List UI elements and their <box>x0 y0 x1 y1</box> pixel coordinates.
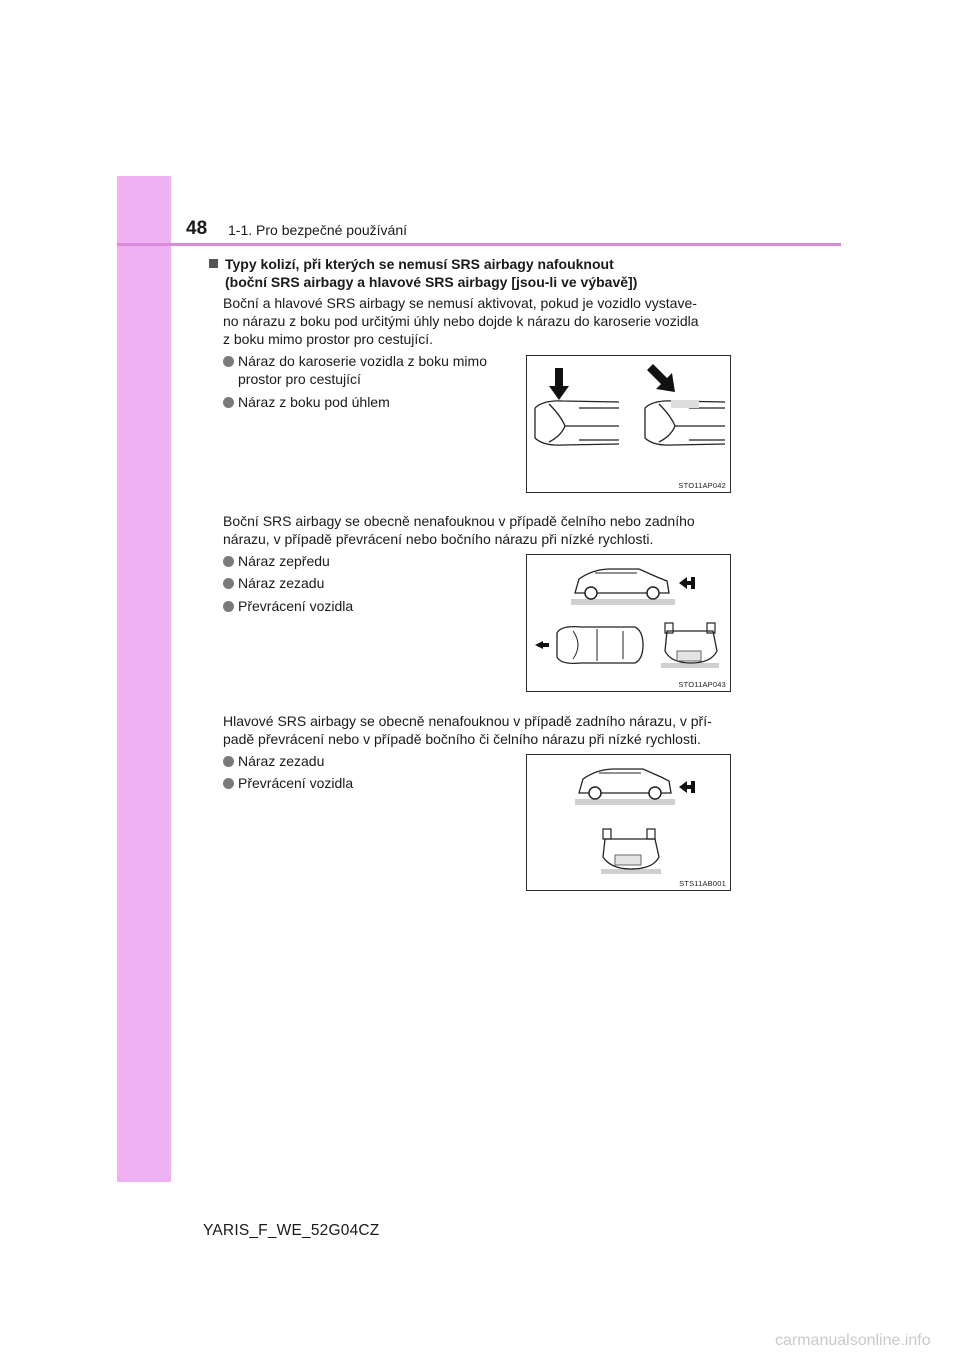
header-divider <box>117 243 841 246</box>
bullet-dot-icon <box>223 397 234 408</box>
watermark: carmanualsonline.info <box>775 1332 931 1349</box>
list-item-text: Převrácení vozidla <box>238 598 354 614</box>
para3-line-2: padě převrácení nebo v případě bočního či čelního nárazu při nízké rychlosti. <box>223 731 701 747</box>
figure-side-impact <box>526 355 731 493</box>
rear-rollover-illustration <box>527 755 730 890</box>
figure-rear-rollover <box>526 754 731 891</box>
list-item <box>223 552 515 570</box>
list-item <box>223 774 515 792</box>
bullet-dot-icon <box>223 756 234 767</box>
section-title: 1-1. Pro bezpečné používání <box>228 222 408 238</box>
figure-code: STO11AP043 <box>678 680 726 689</box>
heading-line-2: (boční SRS airbagy a hlavové SRS airbagy [jsou-li ve výbavě]) <box>225 274 638 290</box>
bullet-dot-icon <box>223 556 234 567</box>
para2-line-2: nárazu, v případě převrácení nebo bočního nárazu při nízké rychlosti. <box>223 531 654 547</box>
page-number: 48 <box>186 218 208 239</box>
list-item <box>223 752 515 770</box>
bullet-dot-icon <box>223 356 234 367</box>
list-item-text: Náraz z boku pod úhlem <box>238 394 390 410</box>
heading-line-1: Typy kolizí, při kterých se nemusí SRS airbagy nafouknout <box>225 256 614 272</box>
list-item-text: Převrácení vozidla <box>238 775 354 791</box>
list-item-text: Náraz zezadu <box>238 575 325 591</box>
figure-code: STO11AP042 <box>678 481 726 490</box>
intro-line-3: z boku mimo prostor pro cestující. <box>223 331 434 347</box>
list-item-text: Náraz zezadu <box>238 753 325 769</box>
frontal-rear-rollover-illustration <box>527 555 730 691</box>
document-code: YARIS_F_WE_52G04CZ <box>203 1222 380 1239</box>
bullet-dot-icon <box>223 601 234 612</box>
intro-line-2: no nárazu z boku pod určitými úhly nebo dojde k nárazu do karoserie vozidla <box>223 313 699 329</box>
figure-code: STS11AB001 <box>679 879 726 888</box>
bullet-dot-icon <box>223 778 234 789</box>
square-bullet-icon <box>209 259 218 268</box>
list-item-text: Náraz do karoserie vozidla z boku mimo <box>238 353 487 369</box>
section-heading <box>209 255 769 291</box>
list-item <box>223 574 515 592</box>
list-item-text: Náraz zepředu <box>238 553 330 569</box>
para3-line-1: Hlavové SRS airbagy se obecně nenafouknou v případě zadního nárazu, v pří- <box>223 713 712 729</box>
bullet-dot-icon <box>223 578 234 589</box>
para2-line-1: Boční SRS airbagy se obecně nenafouknou v případě čelního nebo zadního <box>223 513 695 529</box>
side-impact-illustration <box>527 356 730 492</box>
side-color-band <box>117 176 171 1182</box>
list-item-text: prostor pro cestující <box>238 371 361 387</box>
list-item <box>223 393 515 411</box>
intro-line-1: Boční a hlavové SRS airbagy se nemusí aktivovat, pokud je vozidlo vystave- <box>223 295 697 311</box>
list-item <box>223 597 515 615</box>
list-item <box>223 352 515 388</box>
figure-frontal-rear-rollover <box>526 554 731 692</box>
